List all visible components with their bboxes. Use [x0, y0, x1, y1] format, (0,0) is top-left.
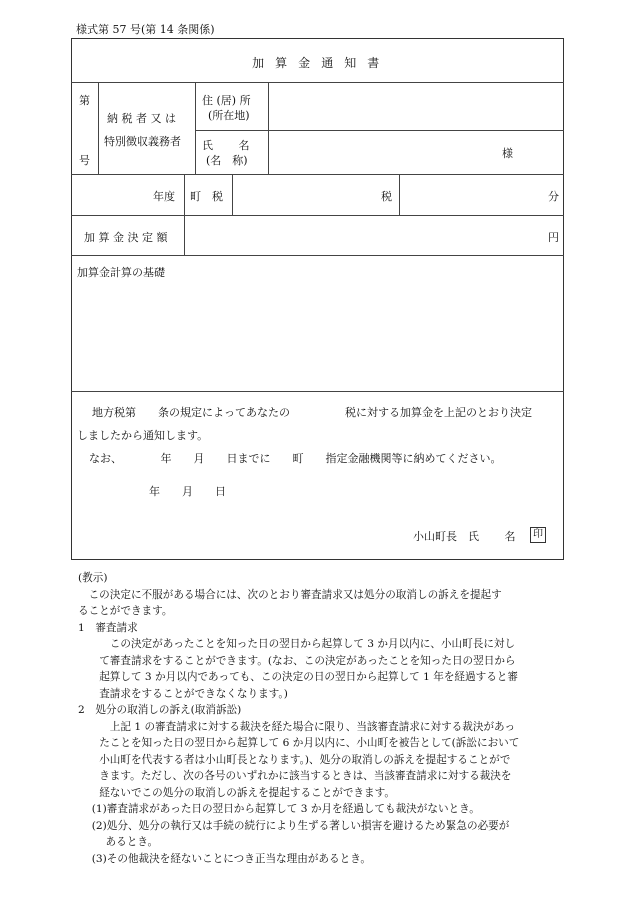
notes-item2-text: 経ないでこの処分の取消しの訴えを提起することができます。: [99, 786, 395, 799]
number-label-bottom: 号: [79, 154, 90, 167]
taxpayer-label-1: 納 税 者 又 は: [107, 112, 176, 125]
penalty-amount-label: 加 算 金 決 定 額: [84, 231, 168, 244]
divider: [268, 82, 269, 174]
address-label: 住 (居) 所: [202, 94, 251, 107]
yen-label: 円: [548, 231, 559, 244]
notes-item1-text: この決定があったことを知った日の翌日から起算して 3 か月以内に、小山町長に対し: [109, 638, 516, 650]
name-field[interactable]: [270, 134, 495, 172]
notes-item1-title: 1 審査請求: [78, 621, 138, 634]
divider: [71, 215, 564, 216]
year-label: 年度: [153, 190, 175, 203]
notes-item1-text: 査請求をすることができなくなります。): [99, 687, 288, 700]
instruction-notes: [78, 570, 558, 867]
divider: [98, 82, 99, 174]
notice-body-2: しましたから通知します。: [77, 429, 209, 442]
divider: [195, 82, 196, 174]
notes-item2-text: 小山町を代表する者は小山町長となります。)、処分の取消しの訴えを提起することがで: [99, 753, 511, 766]
divider: [399, 174, 400, 215]
notes-item2-text: たことを知った日の翌日から起算して 6 か月以内に、小山町を被告として(訴訟において: [99, 737, 520, 749]
notes-sub-item: (3)その他裁決を経ないことにつき正当な理由があるとき。: [91, 852, 371, 865]
divider: [195, 130, 564, 131]
name-sublabel: (名 称): [206, 154, 248, 167]
notes-intro: この決定に不服がある場合には、次のとおり審査請求又は処分の取消しの訴えを提起す: [88, 588, 502, 601]
form-title: 加 算 金 通 知 書: [252, 56, 383, 70]
form-number: 様式第 57 号(第 14 条関係): [76, 23, 215, 36]
notes-heading: (教示): [78, 572, 108, 584]
divider: [71, 82, 564, 83]
divider: [184, 174, 185, 255]
number-label-top: 第: [79, 94, 90, 107]
basis-label: 加算金計算の基礎: [77, 266, 165, 279]
notice-body-1: 地方税第 条の規定によってあなたの 税に対する加算金を上記のとおり決定: [92, 406, 532, 419]
divider: [71, 174, 564, 175]
divider: [71, 391, 564, 392]
period-label: 分: [548, 190, 559, 203]
issue-date: 年 月 日: [149, 485, 226, 498]
notes-sub-item: あるとき。: [105, 836, 159, 848]
tax-label: 税: [381, 190, 392, 203]
notes-intro: ることができます。: [78, 605, 173, 617]
notes-item2-text: きます。ただし、次の各号のいずれかに該当するときは、当該審査請求に対する裁決を: [99, 770, 512, 782]
notes-sub-item: (2)処分、処分の執行又は手続の続行により生ずる著しい損害を避けるため緊急の必要が: [91, 819, 510, 832]
honorific: 様: [502, 147, 513, 160]
divider: [71, 255, 564, 256]
address-field[interactable]: [270, 88, 562, 128]
notes-sub-item: (1)審査請求があった日の翌日から起算して 3 か月を経過しても裁決がないとき。: [91, 803, 480, 815]
town-tax-label: 町 税: [190, 190, 223, 203]
issuer: 小山町長 氏 名: [413, 530, 516, 543]
notes-item2-text: 上記 1 の審査請求に対する裁決を経た場合に限り、当該審査請求に対する裁決があっ: [109, 720, 516, 733]
notes-item1-text: て審査請求をすることができます。(なお、この決定があったことを知った日の翌日から: [99, 654, 516, 667]
notes-item1-text: 起算して 3 か月以内であっても、この決定の日の翌日から起算して 1 年を経過すると審: [99, 671, 518, 683]
taxpayer-label-2: 特別徴収義務者: [104, 135, 181, 148]
address-sublabel: (所在地): [208, 109, 250, 122]
penalty-amount-field[interactable]: [190, 220, 540, 252]
seal-stamp: 印: [530, 527, 546, 543]
name-label: 氏 名: [202, 139, 250, 152]
notes-item2-title: 2 処分の取消しの訴え(取消訴訟): [78, 704, 242, 716]
notice-body-3: なお、 年 月 日までに 町 指定金融機関等に納めてください。: [89, 452, 502, 465]
divider: [232, 174, 233, 215]
